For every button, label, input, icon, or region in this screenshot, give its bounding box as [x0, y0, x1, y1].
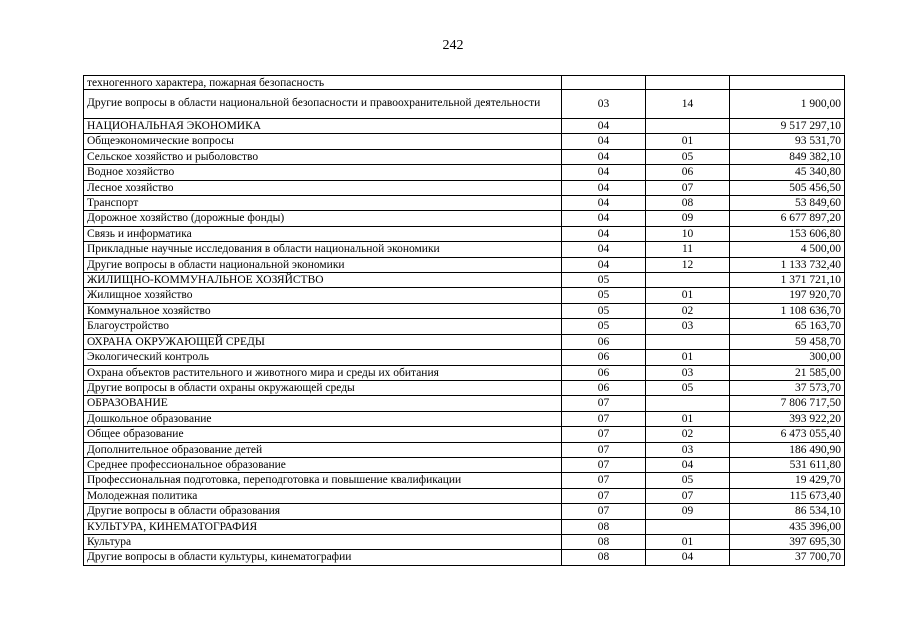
row-amount-cell: 115 673,40 — [730, 488, 845, 503]
row-subsection-cell — [646, 519, 730, 534]
row-amount-cell: 153 606,80 — [730, 226, 845, 241]
row-name-cell: Экологический контроль — [84, 350, 562, 365]
table-row — [84, 365, 845, 380]
row-section-cell: 04 — [562, 180, 646, 195]
table-row — [84, 457, 845, 472]
row-name-cell: ОХРАНА ОКРУЖАЮЩЕЙ СРЕДЫ — [84, 334, 562, 349]
row-name-cell: Другие вопросы в области национальной экономики — [84, 257, 562, 272]
row-amount-cell: 37 573,70 — [730, 380, 845, 395]
row-subsection-cell: 14 — [646, 90, 730, 119]
row-amount-cell: 86 534,10 — [730, 504, 845, 519]
row-name-cell: Другие вопросы в области национальной безопасности и правоохранительной деятельности — [84, 90, 562, 119]
row-amount-cell: 1 900,00 — [730, 90, 845, 119]
row-subsection-cell: 04 — [646, 457, 730, 472]
row-amount-cell: 65 163,70 — [730, 319, 845, 334]
row-section-cell: 05 — [562, 288, 646, 303]
table-row — [84, 519, 845, 534]
row-section-cell: 08 — [562, 550, 646, 565]
table-row — [84, 427, 845, 442]
table-row — [84, 534, 845, 549]
row-section-cell: 07 — [562, 457, 646, 472]
row-name-cell: Среднее профессиональное образование — [84, 457, 562, 472]
row-amount-cell: 300,00 — [730, 350, 845, 365]
row-section-cell — [562, 76, 646, 90]
row-name-cell: Профессиональная подготовка, переподготовка и повышение квалификации — [84, 473, 562, 488]
row-amount-cell: 45 340,80 — [730, 165, 845, 180]
row-subsection-cell: 08 — [646, 196, 730, 211]
row-subsection-cell: 03 — [646, 365, 730, 380]
row-subsection-cell: 07 — [646, 180, 730, 195]
row-section-cell: 05 — [562, 319, 646, 334]
row-name-cell: Связь и информатика — [84, 226, 562, 241]
table-row — [84, 488, 845, 503]
row-amount-cell: 6 473 055,40 — [730, 427, 845, 442]
row-amount-cell: 93 531,70 — [730, 134, 845, 149]
row-name-cell: Дошкольное образование — [84, 411, 562, 426]
table-row — [84, 211, 845, 226]
row-amount-cell: 186 490,90 — [730, 442, 845, 457]
table-row — [84, 226, 845, 241]
budget-table — [83, 75, 845, 566]
table-row — [84, 196, 845, 211]
row-name-cell: Благоустройство — [84, 319, 562, 334]
table-row — [84, 550, 845, 565]
row-subsection-cell — [646, 119, 730, 134]
row-section-cell: 04 — [562, 134, 646, 149]
table-row — [84, 90, 845, 119]
row-amount-cell: 59 458,70 — [730, 334, 845, 349]
table-row — [84, 473, 845, 488]
row-amount-cell: 393 922,20 — [730, 411, 845, 426]
table-row — [84, 165, 845, 180]
row-name-cell: Молодежная политика — [84, 488, 562, 503]
row-section-cell: 07 — [562, 504, 646, 519]
row-subsection-cell: 11 — [646, 242, 730, 257]
row-name-cell: Культура — [84, 534, 562, 549]
table-row — [84, 288, 845, 303]
row-name-cell: Жилищное хозяйство — [84, 288, 562, 303]
row-subsection-cell — [646, 273, 730, 288]
row-subsection-cell: 05 — [646, 380, 730, 395]
row-subsection-cell: 03 — [646, 442, 730, 457]
row-subsection-cell: 06 — [646, 165, 730, 180]
row-name-cell: Сельское хозяйство и рыболовство — [84, 149, 562, 164]
row-section-cell: 05 — [562, 273, 646, 288]
row-amount-cell — [730, 76, 845, 90]
row-subsection-cell: 01 — [646, 288, 730, 303]
row-amount-cell: 531 611,80 — [730, 457, 845, 472]
row-amount-cell: 53 849,60 — [730, 196, 845, 211]
row-subsection-cell: 09 — [646, 211, 730, 226]
row-subsection-cell: 01 — [646, 350, 730, 365]
row-name-cell: Водное хозяйство — [84, 165, 562, 180]
row-amount-cell: 37 700,70 — [730, 550, 845, 565]
row-section-cell: 04 — [562, 149, 646, 164]
row-section-cell: 07 — [562, 442, 646, 457]
row-name-cell: Другие вопросы в области охраны окружающей среды — [84, 380, 562, 395]
row-section-cell: 07 — [562, 411, 646, 426]
row-section-cell: 07 — [562, 396, 646, 411]
row-amount-cell: 1 371 721,10 — [730, 273, 845, 288]
row-subsection-cell: 10 — [646, 226, 730, 241]
table-row — [84, 119, 845, 134]
row-subsection-cell — [646, 76, 730, 90]
row-section-cell: 04 — [562, 242, 646, 257]
row-subsection-cell: 01 — [646, 534, 730, 549]
row-amount-cell: 197 920,70 — [730, 288, 845, 303]
row-name-cell: Прикладные научные исследования в области национальной экономики — [84, 242, 562, 257]
row-subsection-cell: 07 — [646, 488, 730, 503]
page-number: 242 — [442, 38, 464, 53]
row-name-cell: Дополнительное образование детей — [84, 442, 562, 457]
row-subsection-cell: 01 — [646, 411, 730, 426]
row-name-cell: Другие вопросы в области культуры, кинематографии — [84, 550, 562, 565]
row-section-cell: 06 — [562, 380, 646, 395]
row-section-cell: 04 — [562, 196, 646, 211]
row-amount-cell: 7 806 717,50 — [730, 396, 845, 411]
table-row — [84, 76, 845, 90]
row-name-cell: Общее образование — [84, 427, 562, 442]
row-section-cell: 04 — [562, 119, 646, 134]
row-amount-cell: 849 382,10 — [730, 149, 845, 164]
table-row — [84, 257, 845, 272]
row-name-cell: Лесное хозяйство — [84, 180, 562, 195]
row-section-cell: 04 — [562, 257, 646, 272]
row-amount-cell: 1 108 636,70 — [730, 303, 845, 318]
table-row — [84, 442, 845, 457]
row-name-cell: КУЛЬТУРА, КИНЕМАТОГРАФИЯ — [84, 519, 562, 534]
row-name-cell: Коммунальное хозяйство — [84, 303, 562, 318]
row-amount-cell: 1 133 732,40 — [730, 257, 845, 272]
row-name-cell: Общеэкономические вопросы — [84, 134, 562, 149]
row-section-cell: 07 — [562, 427, 646, 442]
table-row — [84, 504, 845, 519]
table-row — [84, 303, 845, 318]
table-row — [84, 180, 845, 195]
table-row — [84, 334, 845, 349]
row-amount-cell: 397 695,30 — [730, 534, 845, 549]
table-row — [84, 242, 845, 257]
table-row — [84, 149, 845, 164]
row-subsection-cell: 05 — [646, 149, 730, 164]
row-subsection-cell: 02 — [646, 303, 730, 318]
row-section-cell: 04 — [562, 211, 646, 226]
row-section-cell: 04 — [562, 226, 646, 241]
row-subsection-cell — [646, 334, 730, 349]
row-section-cell: 07 — [562, 473, 646, 488]
row-name-cell: ЖИЛИЩНО-КОММУНАЛЬНОЕ ХОЗЯЙСТВО — [84, 273, 562, 288]
row-name-cell: Дорожное хозяйство (дорожные фонды) — [84, 211, 562, 226]
table-row — [84, 273, 845, 288]
row-amount-cell: 19 429,70 — [730, 473, 845, 488]
row-subsection-cell: 12 — [646, 257, 730, 272]
row-section-cell: 03 — [562, 90, 646, 119]
row-subsection-cell: 03 — [646, 319, 730, 334]
row-section-cell: 05 — [562, 303, 646, 318]
row-amount-cell: 21 585,00 — [730, 365, 845, 380]
row-section-cell: 06 — [562, 334, 646, 349]
row-subsection-cell: 01 — [646, 134, 730, 149]
row-name-cell: ОБРАЗОВАНИЕ — [84, 396, 562, 411]
row-section-cell: 08 — [562, 519, 646, 534]
row-name-cell: техногенного характера, пожарная безопасность — [84, 76, 562, 90]
row-name-cell: Охрана объектов растительного и животного мира и среды их обитания — [84, 365, 562, 380]
row-subsection-cell — [646, 396, 730, 411]
row-name-cell: НАЦИОНАЛЬНАЯ ЭКОНОМИКА — [84, 119, 562, 134]
row-section-cell: 07 — [562, 488, 646, 503]
row-section-cell: 06 — [562, 350, 646, 365]
table-row — [84, 396, 845, 411]
table-row — [84, 411, 845, 426]
row-name-cell: Транспорт — [84, 196, 562, 211]
row-amount-cell: 435 396,00 — [730, 519, 845, 534]
table-row — [84, 380, 845, 395]
row-section-cell: 08 — [562, 534, 646, 549]
row-subsection-cell: 02 — [646, 427, 730, 442]
row-amount-cell: 9 517 297,10 — [730, 119, 845, 134]
row-amount-cell: 6 677 897,20 — [730, 211, 845, 226]
row-amount-cell: 505 456,50 — [730, 180, 845, 195]
row-amount-cell: 4 500,00 — [730, 242, 845, 257]
row-name-cell: Другие вопросы в области образования — [84, 504, 562, 519]
budget-table-body — [84, 76, 845, 566]
row-section-cell: 04 — [562, 165, 646, 180]
table-row — [84, 134, 845, 149]
table-row — [84, 319, 845, 334]
row-subsection-cell: 04 — [646, 550, 730, 565]
table-row — [84, 350, 845, 365]
row-subsection-cell: 05 — [646, 473, 730, 488]
row-subsection-cell: 09 — [646, 504, 730, 519]
row-section-cell: 06 — [562, 365, 646, 380]
